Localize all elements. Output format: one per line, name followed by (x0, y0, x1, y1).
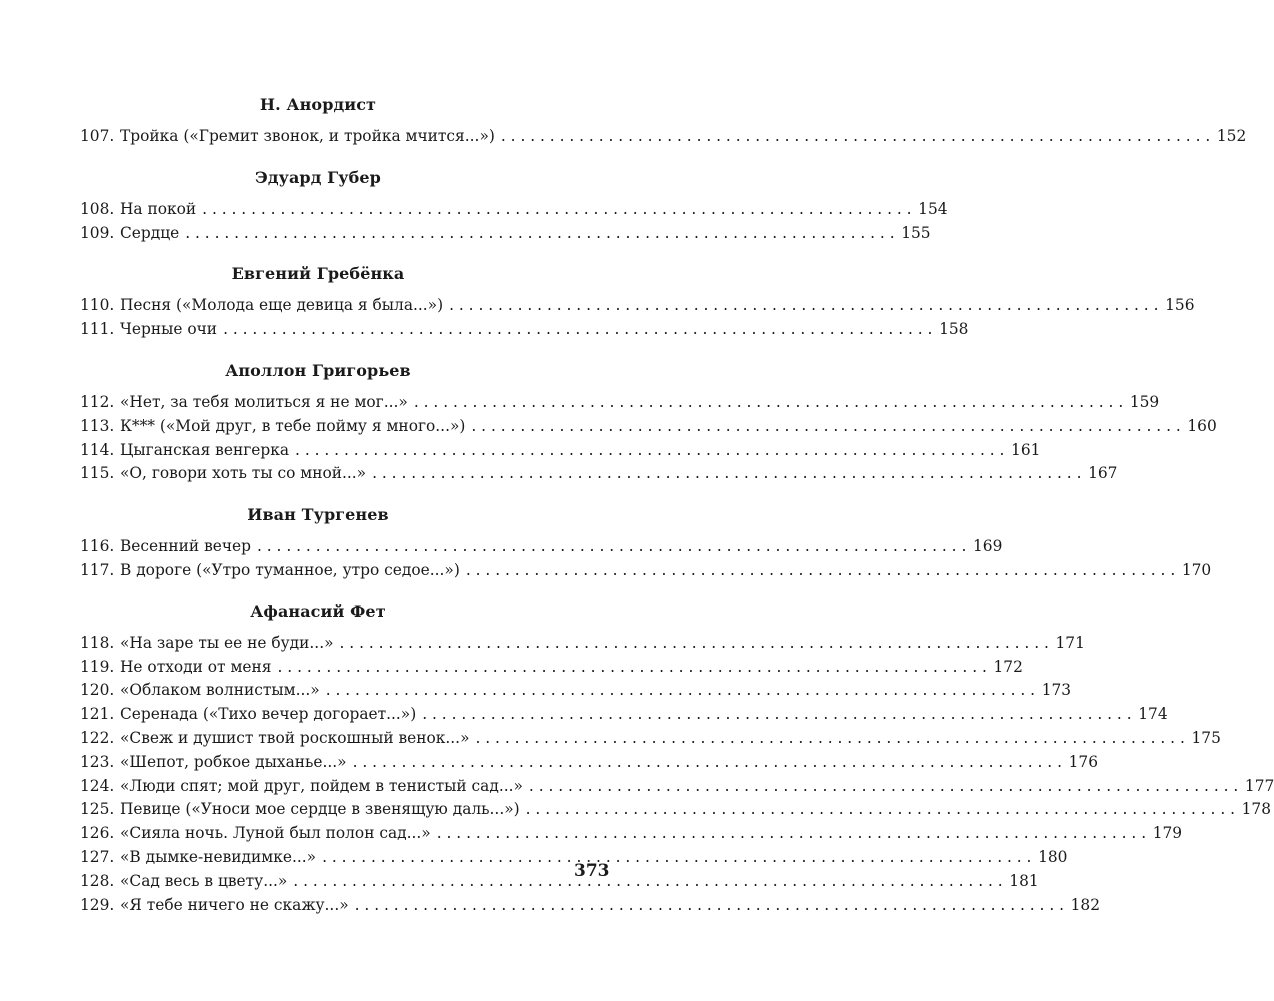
entry-title: На покой (120, 199, 197, 218)
toc-entry (80, 294, 1195, 318)
toc-entry (80, 894, 1101, 918)
entry-page-number: 181 (1009, 871, 1039, 890)
entry-page-number: 160 (1187, 416, 1217, 435)
entry-number: 114. (80, 440, 115, 459)
entry-title: К*** («Мой друг, в тебе пойму я много...») (120, 416, 466, 435)
entry-number: 123. (80, 752, 115, 771)
dot-leader (202, 198, 911, 222)
toc-entry (80, 462, 1118, 486)
entry-page-number: 156 (1165, 296, 1195, 315)
entry-number: 121. (80, 705, 115, 724)
entry-title: В дороге («Утро туманное, утро седое...») (120, 560, 460, 579)
entry-title: «Люди спят; мой друг, пойдем в тенистый сад...» (120, 776, 523, 795)
toc-entry (80, 656, 1023, 680)
entry-page-number: 178 (1241, 800, 1272, 819)
toc-entry (80, 439, 1041, 463)
entry-page-number: 170 (1181, 560, 1212, 579)
entry-number: 120. (80, 681, 115, 700)
entry-number: 111. (80, 320, 115, 339)
toc-entry (80, 727, 1221, 751)
dot-leader (475, 727, 1184, 751)
toc-entry (80, 559, 1212, 583)
dot-leader (449, 294, 1158, 318)
entry-number: 110. (80, 296, 115, 315)
page-number: 373 (574, 861, 610, 881)
entry-number: 122. (80, 728, 115, 747)
entry-title: «Нет, за тебя молиться я не мог...» (120, 392, 408, 411)
dot-leader (223, 318, 932, 342)
entry-page-number: 167 (1088, 464, 1118, 483)
entry-page-number: 179 (1152, 824, 1183, 843)
entry-title: «На заре ты ее не буди...» (120, 633, 334, 652)
dot-leader (355, 894, 1064, 918)
dot-leader (372, 462, 1081, 486)
toc-entry (80, 391, 1160, 415)
entry-page-number: 177 (1244, 776, 1274, 795)
toc-entry (80, 703, 1168, 727)
toc-entry (80, 679, 1072, 703)
author-heading: Евгений Гребёнка (231, 264, 405, 284)
entry-page-number: 175 (1191, 728, 1221, 747)
toc-entry (80, 798, 1272, 822)
author-heading: Афанасий Фет (250, 601, 386, 621)
dot-leader (293, 870, 1002, 894)
dot-leader (322, 846, 1031, 870)
entry-number: 124. (80, 776, 115, 795)
toc-entry (80, 751, 1098, 775)
entry-title: Тройка («Гремит звонок, и тройка мчится...») (120, 127, 495, 145)
entry-number: 119. (80, 657, 115, 676)
dot-leader (437, 822, 1146, 846)
toc-entry (80, 222, 931, 246)
entry-page-number: 173 (1041, 681, 1072, 700)
dot-leader (185, 222, 894, 246)
author-heading: Эдуард Губер (255, 167, 381, 187)
entry-page-number: 180 (1038, 847, 1068, 866)
entry-title: Цыганская венгерка (120, 440, 290, 459)
dot-leader (501, 125, 1210, 149)
dot-leader (466, 559, 1175, 583)
toc-entry (80, 415, 1217, 439)
toc-section (80, 504, 1212, 583)
entry-title: Не отходи от меня (120, 657, 272, 676)
dot-leader (326, 679, 1035, 703)
entry-title: «Я тебе ничего не скажу...» (120, 895, 349, 914)
dot-leader (257, 535, 966, 559)
entry-number: 113. (80, 416, 115, 435)
toc-section (80, 360, 1217, 486)
entry-number: 116. (80, 537, 115, 556)
entry-page-number: 158 (939, 320, 969, 339)
dot-leader (353, 751, 1062, 775)
entry-page-number: 152 (1216, 127, 1247, 145)
dot-leader (414, 391, 1123, 415)
entry-number: 129. (80, 895, 115, 914)
entry-page-number: 154 (918, 199, 948, 218)
author-heading: Аполлон Григорьев (225, 360, 411, 380)
dot-leader (422, 703, 1131, 727)
entry-number: 128. (80, 871, 115, 890)
entry-title: Черные очи (120, 320, 218, 339)
dot-leader (526, 798, 1235, 822)
toc-entry (80, 846, 1068, 870)
entry-number: 117. (80, 560, 115, 579)
toc-entry (80, 198, 948, 222)
entry-title: «В дымке-невидимке...» (120, 847, 317, 866)
entry-page-number: 161 (1011, 440, 1041, 459)
toc-section (80, 263, 1195, 342)
toc-entry (80, 822, 1183, 846)
entry-title: Сердце (120, 223, 180, 242)
entry-page-number: 169 (972, 537, 1003, 556)
entry-title: «Сияла ночь. Луной был полон сад...» (120, 824, 431, 843)
entry-page-number: 174 (1138, 705, 1168, 724)
toc-entry (80, 535, 1003, 559)
toc-section (80, 94, 1247, 149)
entry-page-number: 182 (1070, 895, 1101, 914)
entry-number: 108. (80, 199, 115, 218)
entry-title: «Свеж и душист твой роскошный венок...» (120, 728, 470, 747)
author-heading: Н. Анордист (259, 95, 377, 114)
toc-section (80, 167, 948, 246)
entry-number: 127. (80, 847, 115, 866)
entry-title: «Облаком волнистым...» (120, 681, 320, 700)
entry-title: «О, говори хоть ты со мной...» (120, 464, 367, 483)
entry-title: Весенний вечер (120, 537, 251, 556)
dot-leader (295, 439, 1004, 463)
entry-page-number: 171 (1055, 633, 1085, 652)
toc-entry (80, 775, 1274, 799)
entry-page-number: 155 (901, 223, 931, 242)
entry-page-number: 176 (1068, 752, 1098, 771)
entry-page-number: 159 (1129, 392, 1160, 411)
dot-leader (471, 415, 1180, 439)
entry-page-number: 172 (993, 657, 1023, 676)
toc-entry (80, 318, 969, 342)
dot-leader (278, 656, 987, 680)
entry-title: «Сад весь в цвету...» (120, 871, 288, 890)
entry-number: 118. (80, 633, 115, 652)
entry-number: 107. (80, 127, 115, 145)
entry-number: 109. (80, 223, 115, 242)
entry-title: Серенада («Тихо вечер догорает...») (120, 705, 417, 724)
toc-entry (80, 632, 1085, 656)
entry-number: 112. (80, 392, 115, 411)
toc-entry (80, 125, 1247, 149)
entry-number: 126. (80, 824, 115, 843)
entry-title: «Шепот, робкое дыханье...» (120, 752, 347, 771)
dot-leader (529, 775, 1238, 799)
entry-title: Песня («Молода еще девица я была...») (120, 296, 444, 315)
entry-number: 125. (80, 800, 115, 819)
dot-leader (340, 632, 1049, 656)
entry-title: Певице («Уноси мое сердце в звенящую даль...») (120, 800, 520, 819)
entry-number: 115. (80, 464, 115, 483)
author-heading: Иван Тургенев (247, 505, 389, 525)
